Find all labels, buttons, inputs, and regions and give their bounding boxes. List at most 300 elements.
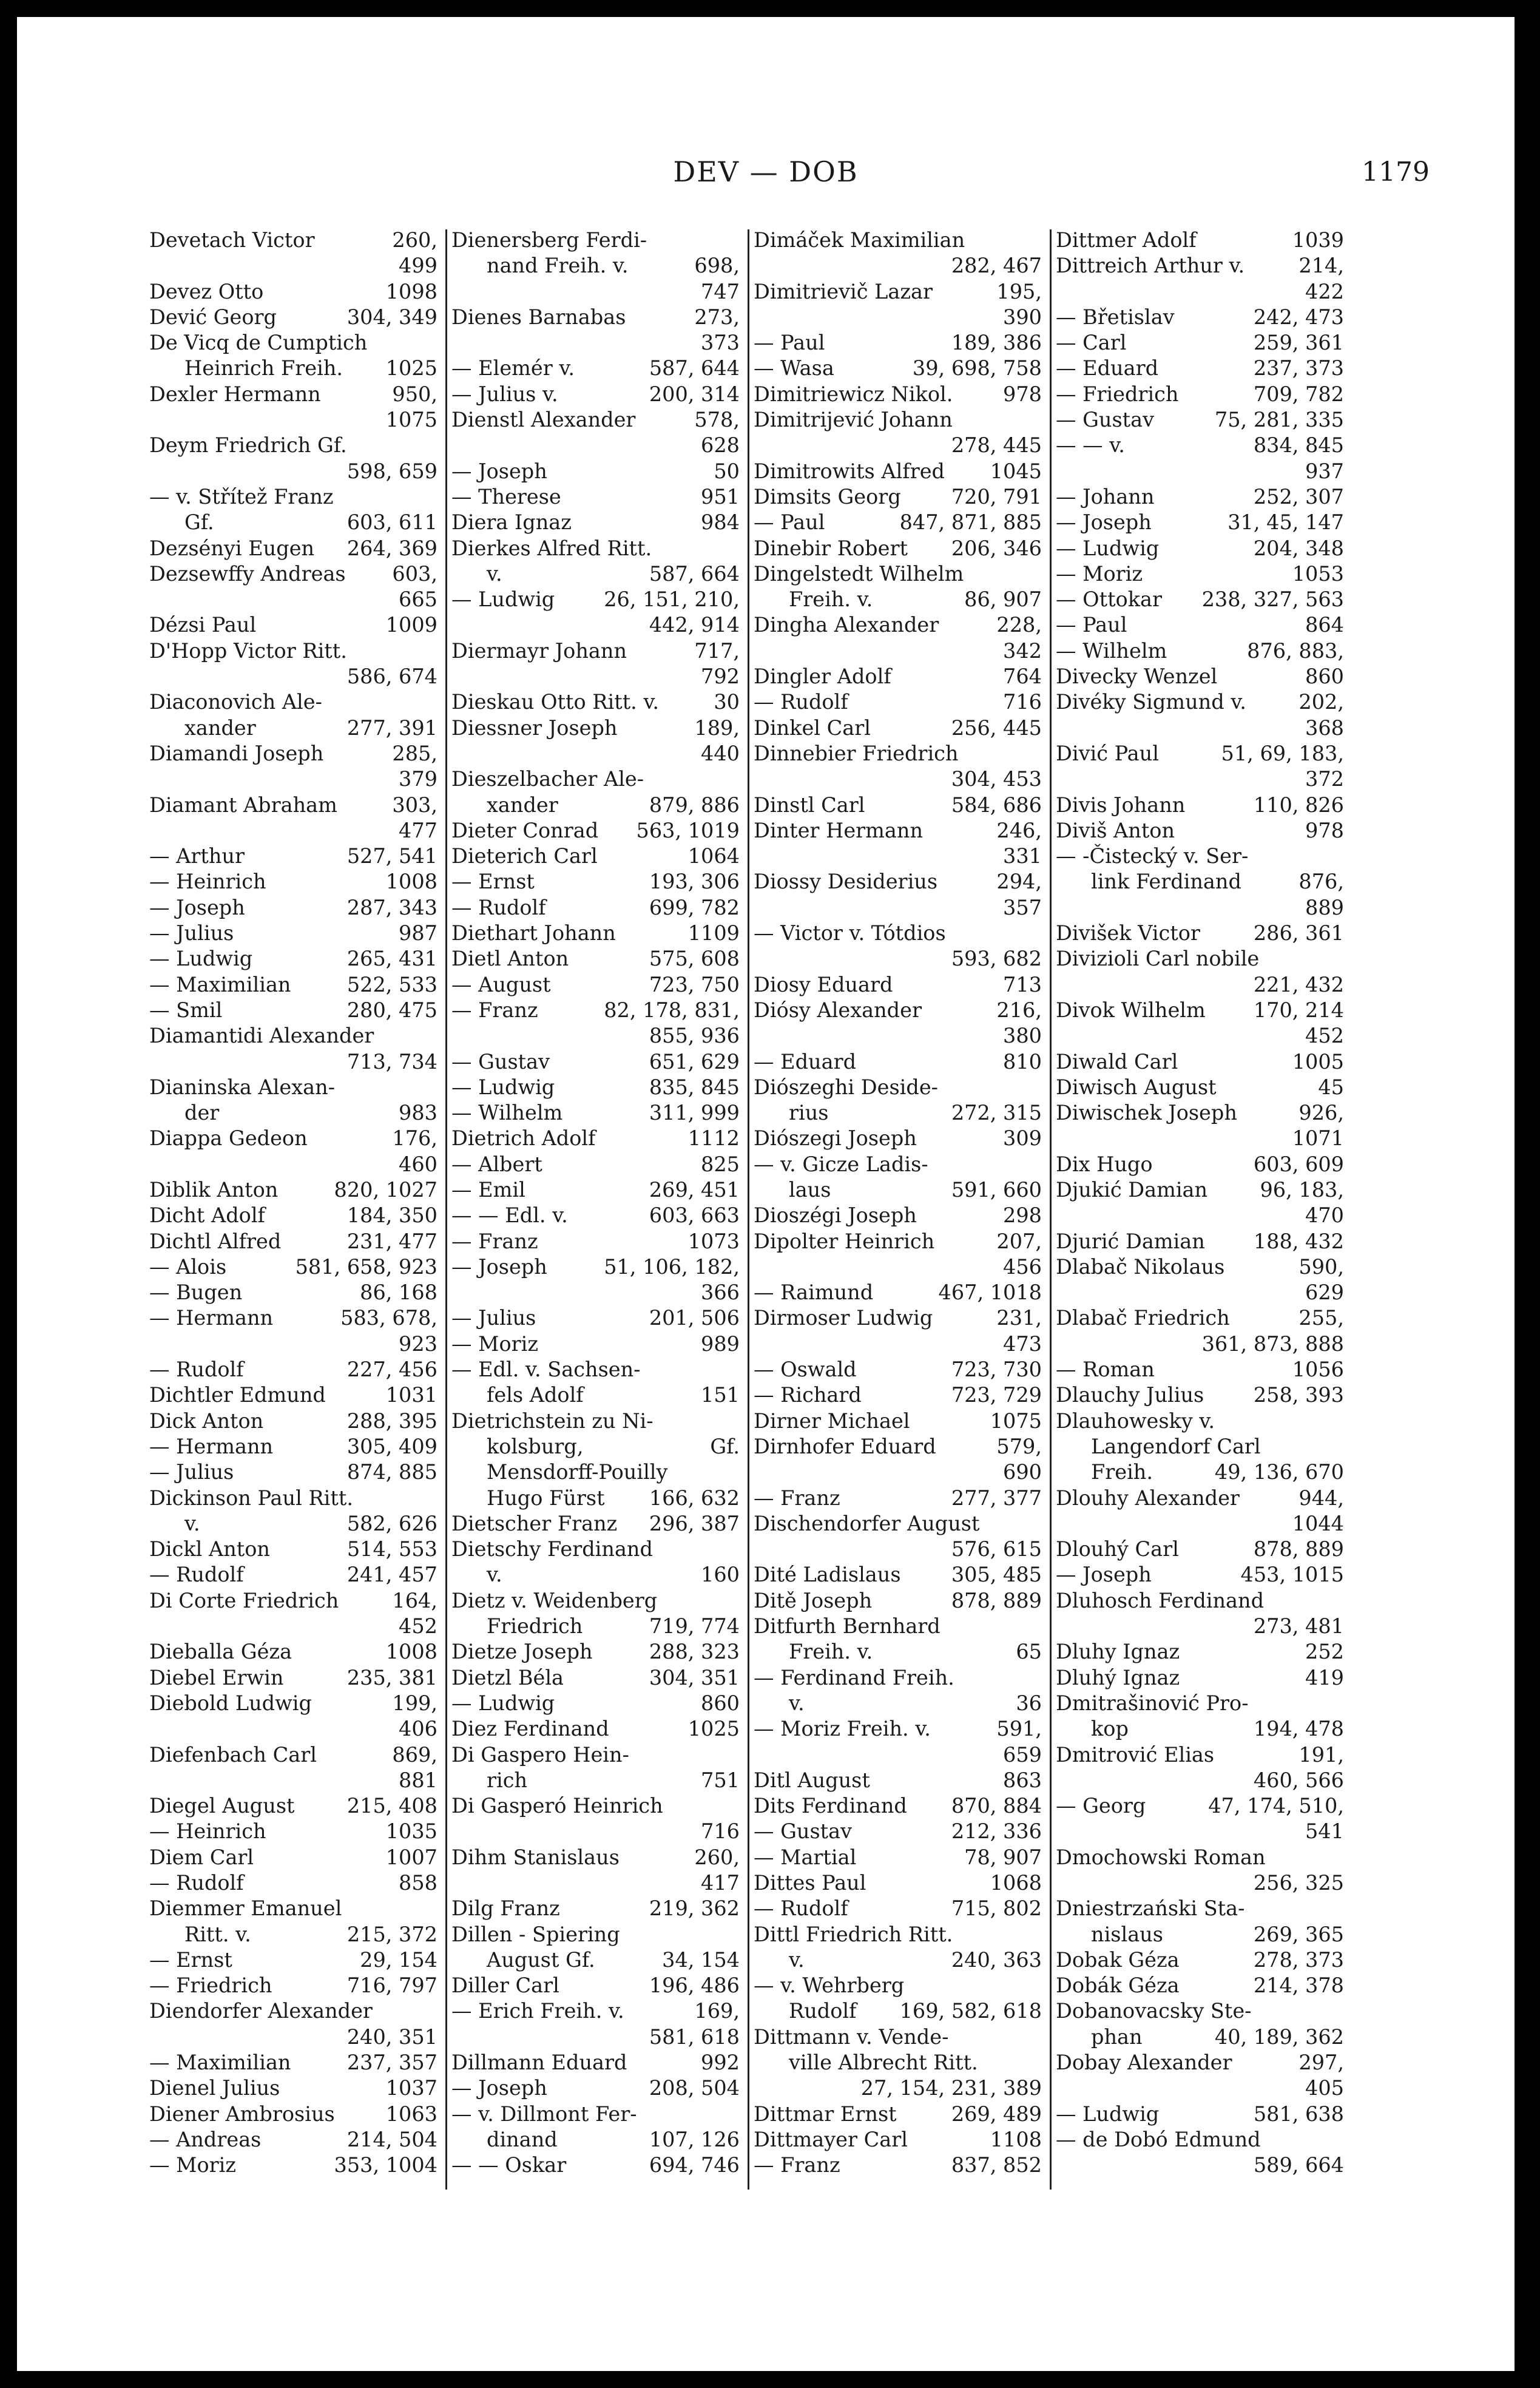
index-line <box>451 2075 740 2101</box>
entry-name: — Arthur <box>149 844 245 868</box>
entry-name: Devez Otto <box>149 279 264 303</box>
page-refs: 86, 168 <box>360 1280 437 1305</box>
index-line <box>1056 1023 1344 1049</box>
index-line <box>149 1486 437 1511</box>
entry-name: — Wilhelm <box>451 1101 563 1125</box>
index-line <box>149 1075 437 1100</box>
index-line <box>754 2127 1042 2153</box>
page-refs: 252 <box>1305 1640 1344 1664</box>
page-refs: 751 <box>701 1768 740 1792</box>
entry-name: Divis Johann <box>1056 793 1186 817</box>
page-refs: 1045 <box>990 459 1042 483</box>
page-refs: 278, 445 <box>951 433 1042 458</box>
entry-name: kolsburg, <box>487 1434 584 1458</box>
entry-name: Divić Paul <box>1056 741 1159 765</box>
entry-name: Dietl Anton <box>451 947 569 971</box>
index-line <box>1056 1845 1344 1870</box>
entry-name: — Alois <box>149 1254 227 1279</box>
index-line <box>1056 305 1344 330</box>
index-line <box>1056 1588 1344 1614</box>
page-refs: 603, 663 <box>649 1203 740 1228</box>
index-line <box>1056 946 1344 972</box>
page-refs: 208, 504 <box>649 2076 740 2100</box>
entry-name: Dimitrowits Alfred <box>754 459 945 483</box>
index-line <box>1056 510 1344 535</box>
page-refs: 473 <box>1003 1331 1042 1356</box>
entry-name: v. <box>487 1563 502 1587</box>
index-line <box>451 1023 740 1049</box>
index-line <box>149 818 437 844</box>
index-line <box>754 1023 1042 1049</box>
page-refs: 716, 797 <box>346 1974 437 1998</box>
index-line <box>1056 1922 1344 1947</box>
page-refs: 422 <box>1305 279 1344 303</box>
page-refs: 878, 889 <box>1253 1537 1344 1561</box>
index-line <box>149 1819 437 1844</box>
entry-name: — Heinrich <box>149 1819 266 1844</box>
entry-name: — Wilhelm <box>1056 638 1167 663</box>
page-refs: 277, 391 <box>346 715 437 740</box>
index-line <box>754 1382 1042 1408</box>
index-line <box>1056 689 1344 715</box>
index-line <box>1056 561 1344 587</box>
page-refs: 255, <box>1299 1306 1344 1330</box>
index-line <box>1056 1870 1344 1896</box>
index-line <box>754 1691 1042 1716</box>
page-refs: 1071 <box>1292 1126 1344 1151</box>
index-line <box>754 638 1042 664</box>
index-line <box>754 1511 1042 1537</box>
entry-name: Mensdorff-Pouilly <box>487 1460 668 1484</box>
entry-name: Diera Ignaz <box>451 510 572 535</box>
entry-name: — Ludwig <box>1056 536 1160 560</box>
index-line <box>451 818 740 844</box>
entry-name: Dittes Paul <box>754 1871 866 1895</box>
index-line <box>1056 2075 1344 2101</box>
entry-name: Dittmayer Carl <box>754 2127 908 2151</box>
page-refs: 390 <box>1003 305 1042 329</box>
index-line <box>754 741 1042 766</box>
index-line <box>754 536 1042 561</box>
entry-name: — Ottokar <box>1056 587 1162 612</box>
page-refs: 477 <box>399 818 437 842</box>
entry-name: — v. Dillmont Fer- <box>451 2102 637 2126</box>
page-refs: 51, 106, 182, <box>604 1254 740 1279</box>
page-refs: 65 <box>1016 1640 1042 1664</box>
entry-name: ville Albrecht Ritt. <box>789 2051 978 2075</box>
entry-name: — Moriz Freih. v. <box>754 1717 931 1741</box>
index-line <box>149 561 437 587</box>
entry-name: — Victor v. Tótdios <box>754 921 946 945</box>
entry-name: Freih. v. <box>789 587 873 612</box>
index-line <box>754 1305 1042 1331</box>
page-refs: 923 <box>399 1331 437 1356</box>
index-line <box>1056 382 1344 407</box>
index-line <box>1056 1434 1344 1460</box>
entry-name: De Vicq de Cumptich <box>149 331 368 355</box>
page-refs: 305, 485 <box>951 1563 1042 1587</box>
index-line <box>451 1947 740 1973</box>
page-refs: 858 <box>399 1871 437 1895</box>
index-line <box>149 895 437 921</box>
column-divider <box>445 229 447 2190</box>
index-line <box>149 1614 437 1639</box>
entry-name: Dlauhowesky v. <box>1056 1409 1215 1433</box>
page-refs: 723, 750 <box>649 972 740 996</box>
page-refs: 628 <box>701 433 740 458</box>
page-refs: 298 <box>1003 1203 1042 1228</box>
page-refs: 582, 626 <box>346 1511 437 1535</box>
index-line <box>451 1537 740 1562</box>
index-line <box>149 1716 437 1742</box>
page-refs: 694, 746 <box>649 2153 740 2177</box>
index-line <box>1056 407 1344 433</box>
entry-name: Dniestrzański Sta- <box>1056 1896 1245 1921</box>
page-refs: 286, 361 <box>1253 921 1344 945</box>
entry-name: Dezsényi Eugen <box>149 536 315 560</box>
index-column-1 <box>149 228 437 2179</box>
entry-name: Diamantidi Alexander <box>149 1024 374 1048</box>
page-refs: 699, 782 <box>649 895 740 919</box>
index-line <box>149 612 437 638</box>
index-line <box>149 715 437 741</box>
page-refs: 879, 886 <box>649 793 740 817</box>
entry-name: — Carl <box>1056 331 1127 355</box>
page-header-title: DEV — DOB <box>673 155 859 188</box>
page-refs: 311, 999 <box>649 1101 740 1125</box>
entry-name: — Paul <box>754 510 825 535</box>
index-line <box>754 1973 1042 1998</box>
entry-name: — Hermann <box>149 1306 274 1330</box>
entry-name: Dirnhofer Eduard <box>754 1434 936 1458</box>
entry-name: Djurić Damian <box>1056 1229 1205 1253</box>
entry-name: Heinrich Freih. <box>184 356 343 381</box>
index-line <box>149 1305 437 1331</box>
index-line <box>451 382 740 407</box>
index-line <box>754 2102 1042 2127</box>
page-refs: 792 <box>701 665 740 689</box>
index-line <box>754 2153 1042 2178</box>
index-line <box>149 1845 437 1870</box>
page-refs: 353, 1004 <box>334 2153 437 2177</box>
index-line <box>149 2153 437 2178</box>
index-line <box>451 741 740 766</box>
entry-name: v. <box>789 1947 805 1972</box>
page-refs: 1109 <box>687 921 740 945</box>
entry-name: Dlouhý Carl <box>1056 1537 1179 1561</box>
index-line <box>754 1870 1042 1896</box>
index-line <box>451 715 740 741</box>
page-refs: 45 <box>1318 1075 1344 1099</box>
index-line <box>149 998 437 1023</box>
page-refs: 651, 629 <box>649 1049 740 1074</box>
page-refs: 591, 660 <box>951 1177 1042 1202</box>
index-line <box>149 382 437 407</box>
index-line <box>1056 2024 1344 2050</box>
entry-name: Dietze Joseph <box>451 1640 593 1664</box>
index-line <box>1056 1742 1344 1768</box>
index-line <box>451 895 740 921</box>
entry-name: Dittmer Adolf <box>1056 228 1197 252</box>
index-line <box>754 1280 1042 1305</box>
page-refs: 361, 873, 888 <box>1201 1331 1344 1356</box>
index-line <box>149 921 437 946</box>
page-refs: 1031 <box>385 1383 437 1407</box>
page-refs: 368 <box>1305 715 1344 740</box>
page-refs: 603, 611 <box>346 510 437 535</box>
index-line <box>451 1305 740 1331</box>
entry-name: D'Hopp Victor Ritt. <box>149 638 347 663</box>
index-line <box>754 382 1042 407</box>
index-line <box>149 741 437 766</box>
entry-name: Dickl Anton <box>149 1537 270 1561</box>
index-line <box>149 305 437 330</box>
index-line <box>754 715 1042 741</box>
index-line <box>754 1768 1042 1793</box>
page-refs: 581, 638 <box>1253 2102 1344 2126</box>
entry-name: Dinter Hermann <box>754 818 924 842</box>
index-line <box>754 1203 1042 1228</box>
entry-name: — Oswald <box>754 1358 857 1382</box>
index-line <box>1056 459 1344 484</box>
entry-name: Diessner Joseph <box>451 715 618 740</box>
page-refs: 719, 774 <box>649 1614 740 1639</box>
page-refs: 231, 477 <box>346 1229 437 1253</box>
page-refs: 204, 348 <box>1253 536 1344 560</box>
entry-name: — Ludwig <box>451 1691 555 1715</box>
page-refs: 278, 373 <box>1253 1947 1344 1972</box>
index-line <box>754 1177 1042 1203</box>
index-line <box>451 253 740 279</box>
entry-name: Dinstl Carl <box>754 793 865 817</box>
index-line <box>1056 2102 1344 2127</box>
page-refs: 837, 852 <box>951 2153 1042 2177</box>
index-line <box>1056 1152 1344 1177</box>
entry-name: — Moriz <box>451 1331 538 1356</box>
entry-name: — Ludwig <box>451 587 555 612</box>
page-refs: 1009 <box>385 613 437 637</box>
page-refs: 723, 729 <box>951 1383 1042 1407</box>
page-refs: 987 <box>399 921 437 945</box>
index-line <box>1056 1126 1344 1151</box>
page-refs: 235, 381 <box>346 1665 437 1690</box>
entry-name: Deym Friedrich Gf. <box>149 433 347 458</box>
index-line <box>149 330 437 356</box>
entry-name: — de Dobó Edmund <box>1056 2127 1261 2151</box>
index-line <box>451 664 740 689</box>
index-line <box>1056 1100 1344 1126</box>
entry-name: Dluhý Ignaz <box>1056 1665 1180 1690</box>
entry-name: Dillen - Spiering <box>451 1922 620 1946</box>
index-line <box>1056 1049 1344 1075</box>
entry-name: Diller Carl <box>451 1974 559 1998</box>
page-refs: 305, 409 <box>346 1434 437 1458</box>
entry-name: — Rudolf <box>149 1358 244 1382</box>
page-refs: 453, 1015 <box>1240 1563 1344 1587</box>
page-refs: 581, 618 <box>649 2024 740 2049</box>
page-refs: 1098 <box>385 279 437 303</box>
entry-name: Diaconovich Ale- <box>149 690 322 714</box>
index-line <box>149 1537 437 1562</box>
index-line <box>451 1793 740 1819</box>
page-refs: 1044 <box>1292 1511 1344 1535</box>
index-line <box>451 1768 740 1793</box>
index-line <box>451 1973 740 1998</box>
index-line <box>1056 1716 1344 1742</box>
index-line <box>451 1691 740 1716</box>
index-line <box>754 228 1042 253</box>
page-refs: 950, <box>392 382 437 406</box>
entry-name: Diószegi Joseph <box>754 1126 917 1151</box>
index-line <box>1056 1768 1344 1793</box>
index-line <box>451 2050 740 2075</box>
page-refs: 575, 608 <box>649 947 740 971</box>
page-refs: 926, <box>1299 1101 1344 1125</box>
index-line <box>451 1819 740 1844</box>
index-line <box>451 1075 740 1100</box>
index-line <box>754 869 1042 895</box>
index-line <box>149 1023 437 1049</box>
entry-name: dinand <box>487 2127 558 2151</box>
page-refs: 541 <box>1305 1819 1344 1844</box>
index-line <box>451 793 740 818</box>
index-line <box>149 1100 437 1126</box>
index-line <box>149 1511 437 1537</box>
index-line <box>1056 638 1344 664</box>
entry-name: — Ludwig <box>451 1075 555 1099</box>
page-refs: 978 <box>1305 818 1344 842</box>
entry-name: — August <box>451 972 551 996</box>
index-line <box>1056 587 1344 612</box>
index-line <box>149 1434 437 1460</box>
page-refs: 110, 826 <box>1253 793 1344 817</box>
entry-name: Dinebir Robert <box>754 536 908 560</box>
entry-name: Diblik Anton <box>149 1177 279 1202</box>
index-line <box>451 1280 740 1305</box>
entry-name: xander <box>184 715 256 740</box>
entry-name: Hugo Fürst <box>487 1486 605 1510</box>
entry-name: Ditě Joseph <box>754 1588 873 1612</box>
page-refs: 527, 541 <box>346 844 437 868</box>
page-refs: 747 <box>701 279 740 303</box>
index-line <box>754 921 1042 946</box>
index-line <box>149 844 437 869</box>
entry-name: — Edl. v. Sachsen- <box>451 1358 641 1382</box>
entry-name: xander <box>487 793 558 817</box>
index-line <box>754 1947 1042 1973</box>
entry-name: Diez Ferdinand <box>451 1717 609 1741</box>
entry-name: Diappa Gedeon <box>149 1126 308 1151</box>
entry-name: Freih. v. <box>789 1640 873 1664</box>
page-refs: 221, 432 <box>1253 972 1344 996</box>
page-refs: 578, <box>694 408 740 432</box>
index-line <box>754 1922 1042 1947</box>
page-refs: 698, <box>694 254 740 278</box>
index-line <box>754 1100 1042 1126</box>
page-refs: 820, 1027 <box>334 1177 437 1202</box>
index-page <box>17 17 1515 2371</box>
page-refs: 951 <box>701 484 740 509</box>
index-line <box>149 1177 437 1203</box>
index-line <box>754 1331 1042 1357</box>
page-refs: 456 <box>1003 1254 1042 1279</box>
index-line <box>451 1511 740 1537</box>
page-refs: 1063 <box>385 2102 437 2126</box>
page-refs: 184, 350 <box>346 1203 437 1228</box>
index-line <box>1056 2050 1344 2075</box>
index-line <box>149 664 437 689</box>
index-line <box>149 2127 437 2153</box>
index-line <box>754 2075 1042 2101</box>
entry-name: — Therese <box>451 484 561 509</box>
index-line <box>451 1382 740 1408</box>
page-refs: 169, 582, 618 <box>899 1999 1042 2023</box>
entry-name: Dittmann v. Vende- <box>754 2024 949 2049</box>
page-refs: 269, 451 <box>649 1177 740 1202</box>
page-refs: 304, 351 <box>649 1665 740 1690</box>
entry-name: Di Corte Friedrich <box>149 1588 339 1612</box>
page-refs: 1075 <box>385 408 437 432</box>
entry-name: Dits Ferdinand <box>754 1794 907 1818</box>
page-refs: 579, <box>996 1434 1042 1458</box>
entry-name: — Rudolf <box>149 1871 244 1895</box>
entry-name: — Friedrich <box>149 1974 272 1998</box>
page-refs: 256, 325 <box>1253 1871 1344 1895</box>
page-refs: 603, 609 <box>1253 1152 1344 1176</box>
index-line <box>149 228 437 253</box>
page-refs: 452 <box>1305 1024 1344 1048</box>
page-refs: 405 <box>1305 2076 1344 2100</box>
index-line <box>754 459 1042 484</box>
page-refs: 1008 <box>385 1640 437 1664</box>
column-divider <box>1050 229 1052 2190</box>
entry-name: — Julius <box>149 1460 234 1484</box>
index-line <box>1056 1691 1344 1716</box>
index-column-4 <box>1056 228 1344 2179</box>
page-refs: 260, <box>392 228 437 252</box>
page-refs: 1112 <box>687 1126 740 1151</box>
entry-name: — Julius v. <box>451 382 558 406</box>
page-refs: 188, 432 <box>1253 1229 1344 1253</box>
entry-name: Dmitrašinović Pro- <box>1056 1691 1249 1715</box>
page-refs: 51, 69, 183, <box>1221 741 1344 765</box>
page-refs: 107, 126 <box>649 2127 740 2151</box>
entry-name: — Moriz <box>149 2153 236 2177</box>
index-line <box>451 946 740 972</box>
page-refs: 240, 363 <box>951 1947 1042 1972</box>
index-line <box>149 972 437 998</box>
index-line <box>149 407 437 433</box>
page-refs: 1073 <box>687 1229 740 1253</box>
index-line <box>149 2075 437 2101</box>
entry-name: Di Gaspero Hein- <box>451 1742 629 1767</box>
entry-name: Di Gasperó Heinrich <box>451 1794 663 1818</box>
index-line <box>754 689 1042 715</box>
page-refs: 273, 481 <box>1253 1614 1344 1639</box>
page-refs: 690 <box>1003 1460 1042 1484</box>
entry-name: — Franz <box>754 2153 840 2177</box>
index-line <box>451 612 740 638</box>
index-column-3 <box>754 228 1042 2179</box>
page-refs: 440 <box>701 741 740 765</box>
page-refs: 259, 361 <box>1253 331 1344 355</box>
index-line <box>451 1665 740 1691</box>
page-refs: 246, <box>996 818 1042 842</box>
entry-name: Diwald Carl <box>1056 1049 1178 1074</box>
index-line <box>754 793 1042 818</box>
page-refs: 296, 387 <box>649 1511 740 1535</box>
index-line <box>149 1049 437 1075</box>
